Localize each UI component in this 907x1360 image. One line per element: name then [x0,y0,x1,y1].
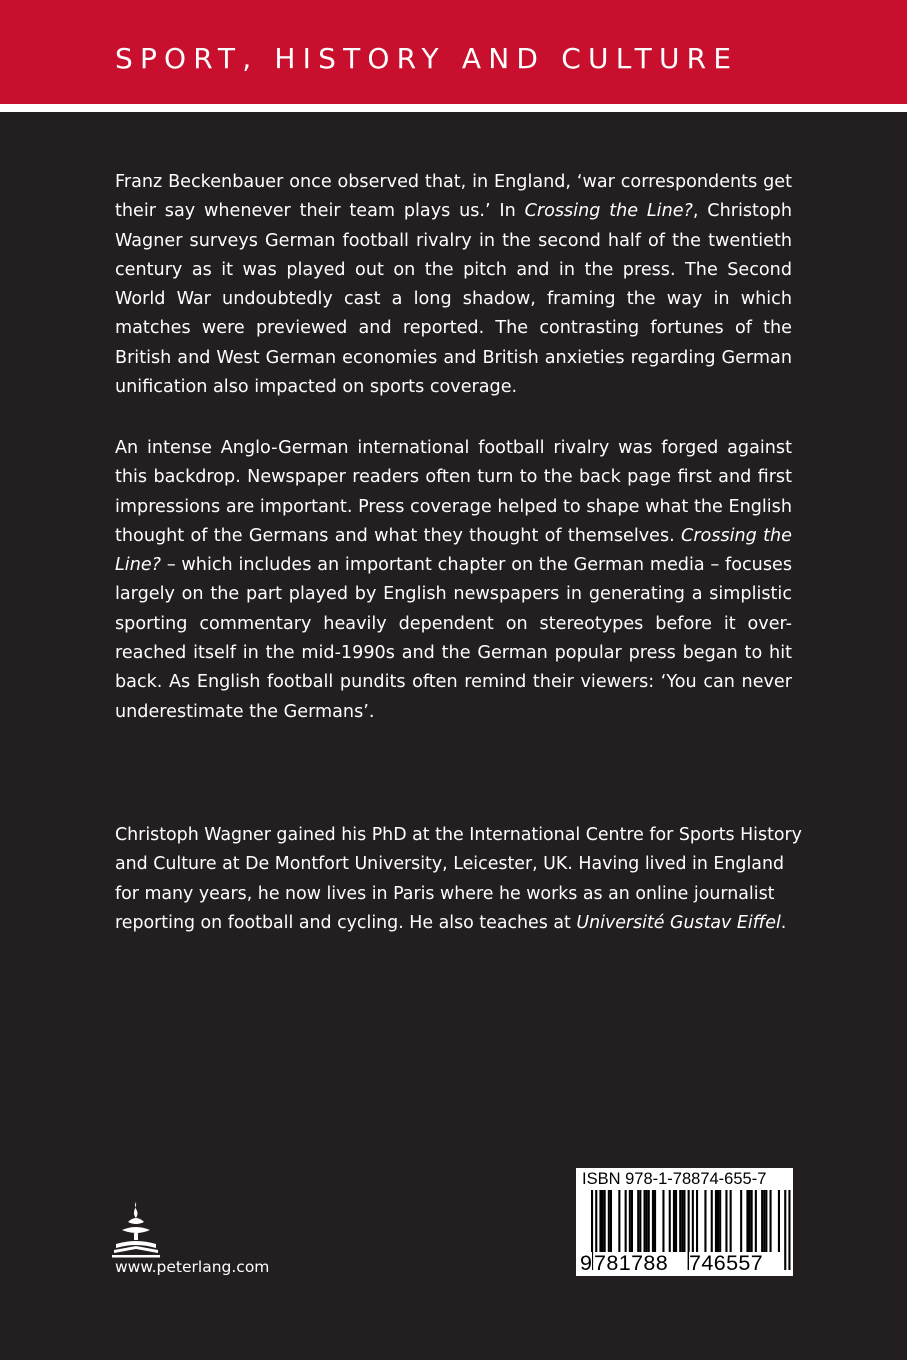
barcode-bar [730,1190,732,1252]
barcode-bar [778,1190,780,1252]
barcode-bar [631,1190,633,1252]
barcode-bar [618,1190,620,1252]
barcode-bar [770,1190,772,1252]
ean-right-digits: 746557 [689,1251,764,1275]
barcode-bar [629,1190,631,1252]
barcode-bar [679,1190,681,1252]
barcode-bar [788,1190,790,1270]
description-paragraph-2 [115,434,792,727]
text-run: An intense Anglo-German international football rivalry was forged against this backdrop. Newspaper readers often turn to the back page first and first impressions are important. Press coverage helped to shape what the English thought of the Germans and what they thought of themselves. [115,438,792,546]
barcode-bar [654,1190,656,1252]
italic-title: Université Gustav Eiffel [576,912,781,933]
italic-title: Crossing the Line? [115,525,793,576]
barcode-bar [755,1190,757,1252]
description-paragraph-1 [115,168,792,402]
barcode-bar [648,1190,650,1252]
ean-lead-digit: 9 [580,1251,593,1275]
barcode-bar [604,1190,606,1252]
barcode-bar [675,1190,677,1252]
isbn-barcode [576,1168,793,1276]
ean-left-digits: 781788 [594,1251,669,1275]
barcode-bar [599,1190,601,1252]
barcode-bar [696,1190,698,1252]
barcode-bar [715,1190,717,1252]
barcode-bar [751,1190,753,1252]
author-bio [115,821,805,938]
barcode-bar [746,1190,748,1252]
italic-title: Crossing the Line? [524,201,693,222]
barcode-bar [673,1190,675,1252]
text-run: . [780,912,787,933]
barcode-bar [761,1190,763,1252]
barcode-bar [763,1190,765,1252]
publisher-url[interactable]: www.peterlang.com [115,1258,270,1276]
barcode-bar [639,1190,641,1252]
text-run: – which includes an important chapter on the German media – focuses largely on the part played by English newspapers in generating a simplistic sporting commentary heavily dependent on stereotypes before it over-reached itself in the mid-1990s and the German popular press began to hit back. As English football pundits often remind their viewers: ‘You can never underestimate the Germans’. [115,555,792,722]
series-title: SPORT, HISTORY AND CULTURE [115,42,739,75]
barcode-bar [784,1190,786,1270]
peter-lang-lamp-icon [110,1200,162,1260]
barcode-bar [602,1190,604,1252]
text-run: Christoph Wagner gained his PhD at the International Centre for Sports History and Culture at De Montfort University, Leicester, UK. Having lived in England for many years, he now lives in Paris where he works as an online journalist reporting on football and cycling. He also teaches at [115,825,802,933]
barcode-bar [644,1190,646,1252]
barcode-bar [719,1190,721,1252]
barcode-bar [683,1190,685,1252]
barcode-bar [652,1190,654,1252]
barcode-bar [749,1190,751,1252]
barcode-bar [704,1190,706,1252]
text-run: , Christoph Wagner surveys German football rivalry in the second half of the twentieth century as it was played out on the pitch and in the press. The Second World War undoubtedly cast a long shadow, framing the way in which matches were previewed and reported. The contrasting fortunes of the British and West German economies and British anxieties regarding German unification also impacted on sports coverage. [115,201,792,398]
barcode-bar [637,1190,639,1252]
barcode-bar [711,1190,713,1252]
series-band [0,0,907,104]
barcode-bar [608,1190,610,1252]
barcode-bar [725,1190,727,1252]
barcode-bar [681,1190,683,1252]
barcode-bar [717,1190,719,1252]
band-divider [0,104,907,112]
text-run: Franz Beckenbauer once observed that, in England, ‘war correspondents get their say whenever their team plays us.’ In [115,172,792,222]
isbn-label: ISBN 978-1-78874-655-7 [582,1170,767,1188]
barcode-bar [625,1190,627,1252]
barcode-bar [610,1190,612,1252]
barcode-bar [646,1190,648,1252]
barcode-bar [662,1190,664,1252]
barcode-bar [669,1190,671,1252]
barcode-bar [740,1190,742,1252]
barcode-bar [765,1190,767,1252]
